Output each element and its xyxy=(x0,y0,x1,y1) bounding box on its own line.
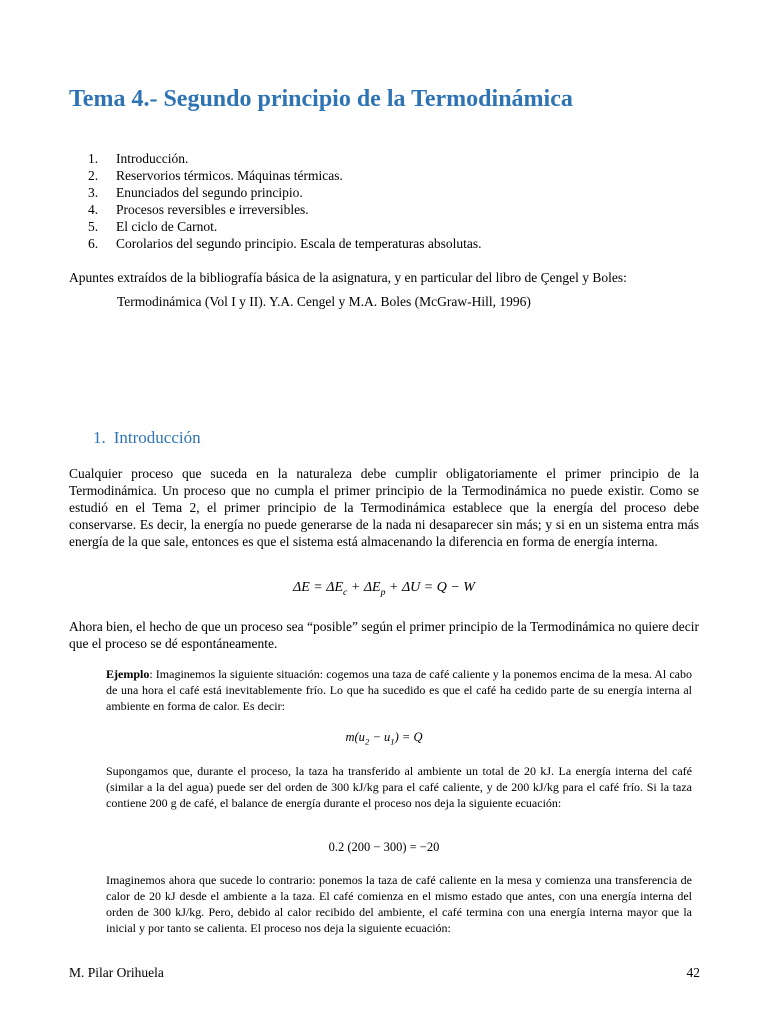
footer-author: M. Pilar Orihuela xyxy=(69,965,164,980)
equation-energy-balance: $\Delta E = \Delta E_c + \Delta E_p + \Delta U = Q - W$ xyxy=(293,580,475,598)
toc-item-label: El ciclo de Carnot. xyxy=(116,219,218,234)
section-title: Introducción xyxy=(113,428,201,447)
toc-item-label: Reservorios térmicos. Máquinas térmicas. xyxy=(116,168,343,183)
section-number: 1. xyxy=(93,428,106,447)
page-number: 42 xyxy=(686,965,700,980)
table-of-contents xyxy=(88,150,482,252)
toc-item-label: Procesos reversibles e irreversibles. xyxy=(116,202,309,217)
toc-item xyxy=(88,167,482,184)
example-label: Ejemplo xyxy=(106,667,150,681)
toc-item-label: Enunciados del segundo principio. xyxy=(116,185,303,200)
toc-item xyxy=(88,235,482,252)
page-title: Tema 4.- Segundo principio de la Termodinámica xyxy=(69,86,573,112)
toc-item xyxy=(88,218,482,235)
example-paragraph: Imaginemos ahora que sucede lo contrario: ponemos la taza de café caliente en la mesa y comienza una transferencia de calor de 20 kJ desde el ambiente a la taza. El café comienza en el mismo estado que antes, con una energía interna del orden de 300 kJ/kg. Pero, debido al calor recibido del ambiente, el café termina con una energía interna mayor que la inicial y por tanto se calienta. El proceso nos deja la siguiente ecuación: xyxy=(106,873,692,935)
toc-item-number: 4. xyxy=(88,202,99,217)
toc-item-number: 3. xyxy=(88,185,99,200)
toc-item-number: 1. xyxy=(88,151,99,166)
toc-item-label: Corolarios del segundo principio. Escala de temperaturas absolutas. xyxy=(116,236,482,251)
equation-internal-energy: $m(u_2 - u_1) = Q$ xyxy=(345,730,423,747)
section-heading xyxy=(93,428,201,448)
equation-numeric-balance: 0.2 (200 − 300) = −20 xyxy=(328,840,440,854)
body-paragraph: Cualquier proceso que suceda en la naturaleza debe cumplir obligatoriamente el primer principio de la Termodinámica. Un proceso que no cumpla el primer principio de la Termodinámica no puede existir. Como se estudió en el Tema 2, el primer principio de la Termodinámica establece que la energía del proceso debe conservarse. Es decir, la energía no puede generarse de la nada ni desaparecer sin más; y si en un sistema entra más energía de la que sale, entonces es que el sistema está almacenando la diferencia en forma de energía interna. xyxy=(69,466,699,549)
example-paragraph: Supongamos que, durante el proceso, la taza ha transferido al ambiente un total de 20 kJ. La energía interna del café (similar a la del agua) puede ser del orden de 300 kJ/kg para el café caliente, y de 200 kJ/kg para el café frío. Si la taza contiene 200 g de café, el balance de energía durante el proceso nos deja la siguiente ecuación: xyxy=(106,764,692,810)
toc-item xyxy=(88,150,482,167)
body-paragraph: Ahora bien, el hecho de que un proceso sea “posible” según el primer principio de la Termodinámica no quiere decir que el proceso se dé espontáneamente. xyxy=(69,619,699,651)
toc-item-number: 2. xyxy=(88,168,99,183)
toc-item xyxy=(88,184,482,201)
example-paragraph xyxy=(106,666,692,714)
toc-item-number: 5. xyxy=(88,219,99,234)
toc-item-label: Introducción. xyxy=(116,151,189,166)
bibliography-reference: Termodinámica (Vol I y II). Y.A. Cengel y M.A. Boles (McGraw-Hill, 1996) xyxy=(117,294,531,309)
example-text: : Imaginemos la siguiente situación: cogemos una taza de café caliente y la ponemos encima de la mesa. Al cabo de una hora el café está inevitablemente frío. Lo que ha sucedido es que el café ha cedido parte de su energía interna al ambiente en forma de calor. Es decir: xyxy=(106,667,692,713)
toc-item-number: 6. xyxy=(88,236,99,251)
intro-paragraph: Apuntes extraídos de la bibliografía básica de la asignatura, y en particular del libro de Çengel y Boles: xyxy=(69,270,627,285)
toc-item xyxy=(88,201,482,218)
